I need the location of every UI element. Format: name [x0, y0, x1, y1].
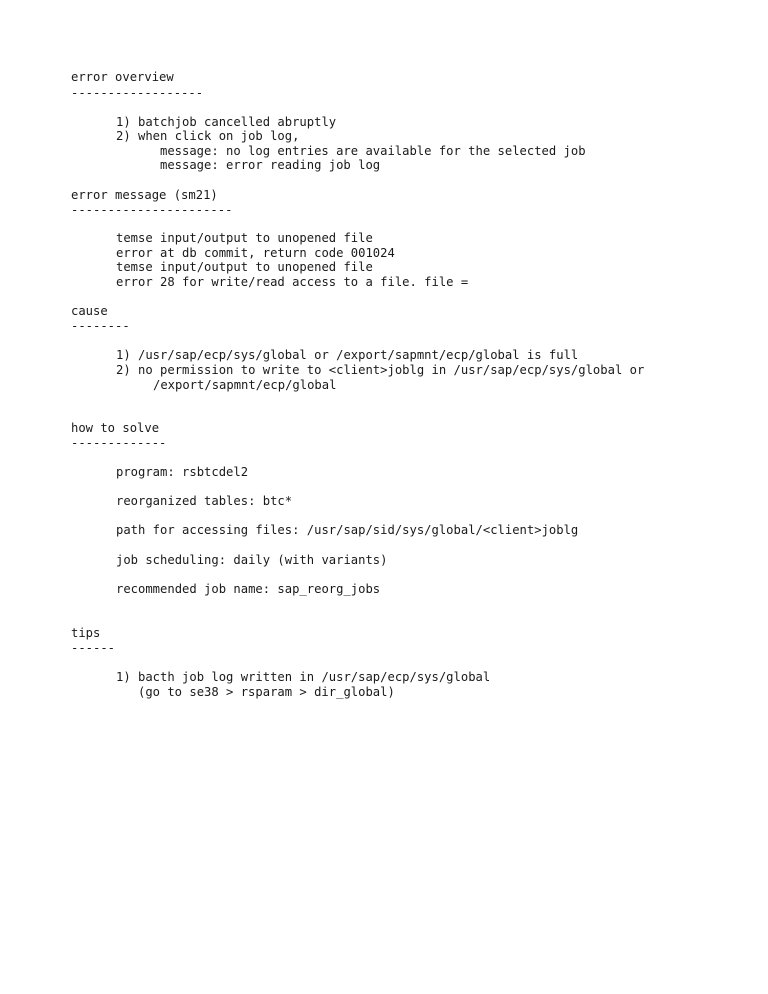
text-line: 2) no permission to write to <client>joblg in /usr/sap/ecp/sys/global or	[116, 363, 645, 377]
text-line: 1) /usr/sap/ecp/sys/global or /export/sapmnt/ecp/global is full	[116, 348, 579, 362]
text-line: error 28 for write/read access to a file. file =	[116, 275, 469, 289]
text-line: recommended job name: sap_reorg_jobs	[116, 582, 381, 596]
text-line: 1) bacth job log written in /usr/sap/ecp/sys/global	[116, 670, 491, 684]
text-line: error at db commit, return code 001024	[116, 246, 395, 260]
section-underline: ----------------------	[71, 203, 233, 217]
text-line: temse input/output to unopened file	[116, 231, 373, 245]
section-heading-cause: cause	[71, 304, 108, 318]
section-underline: -------------	[71, 436, 167, 450]
text-line: path for accessing files: /usr/sap/sid/sys/global/<client>joblg	[116, 523, 579, 537]
section-underline: --------	[71, 319, 130, 333]
text-line: /export/sapmnt/ecp/global	[153, 378, 337, 392]
section-underline: ------------------	[71, 86, 204, 100]
text-line: job scheduling: daily (with variants)	[116, 553, 388, 567]
section-heading-error-message: error message (sm21)	[71, 188, 218, 202]
text-line: 2) when click on job log,	[116, 129, 300, 143]
section-underline: ------	[71, 641, 116, 655]
text-line: (go to se38 > rsparam > dir_global)	[138, 685, 395, 699]
text-line: message: no log entries are available for the selected job	[160, 144, 586, 158]
section-heading-error-overview: error overview	[71, 70, 174, 84]
section-heading-how-to-solve: how to solve	[71, 421, 160, 435]
text-line: 1) batchjob cancelled abruptly	[116, 115, 337, 129]
text-line: message: error reading job log	[160, 158, 381, 172]
text-line: program: rsbtcdel2	[116, 465, 249, 479]
section-heading-tips: tips	[71, 626, 101, 640]
text-line: reorganized tables: btc*	[116, 494, 293, 508]
text-line: temse input/output to unopened file	[116, 260, 373, 274]
